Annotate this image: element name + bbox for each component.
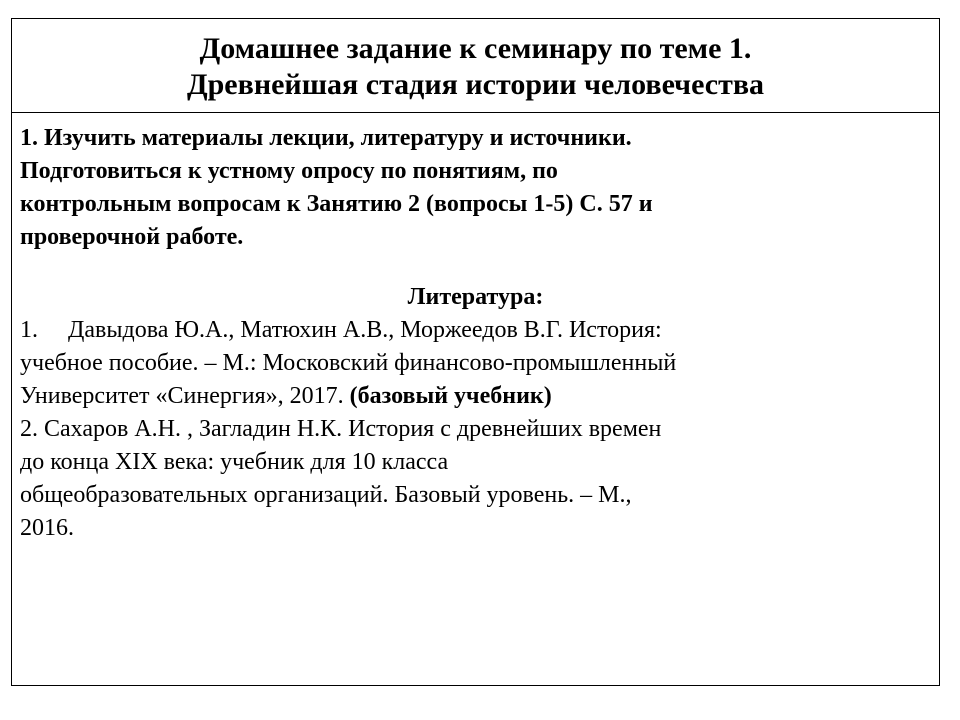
- literature-item-1-line-2: учебное пособие. – М.: Московский финансово-промышленный: [20, 350, 677, 376]
- literature-item-2-line-1: 2. Сахаров А.Н. , Загладин Н.К. История с древнейших времен: [20, 416, 662, 442]
- title-line-1: Домашнее задание к семинару по теме 1.: [199, 32, 752, 65]
- literature-item-1-text-1: Давыдова Ю.А., Матюхин А.В., Моржеедов В.Г. История:: [68, 317, 662, 343]
- content-cell: [12, 113, 939, 685]
- literature-item-2-line-3: общеобразовательных организаций. Базовый уровень. – М.,: [20, 482, 632, 508]
- literature-heading: Литература:: [407, 284, 544, 310]
- literature-item-1-line-1: [20, 314, 931, 347]
- base-textbook-note: (базовый учебник): [349, 383, 552, 409]
- task-line-1: 1. Изучить материалы лекции, литературу и источники.: [20, 125, 632, 151]
- homework-table: [11, 18, 940, 686]
- literature-item-1: [20, 314, 931, 413]
- literature-item-2-line-2: до конца XIX века: учебник для 10 класса: [20, 449, 449, 475]
- task-line-2: Подготовиться к устному опросу по понятиям, по: [20, 158, 558, 184]
- task-description: [20, 122, 931, 254]
- literature-item-2: [20, 413, 931, 545]
- literature-item-1-number: 1.: [20, 317, 38, 343]
- title-line-2: Древнейшая стадия истории человечества: [186, 68, 765, 101]
- task-line-4: проверочной работе.: [20, 224, 244, 250]
- literature-item-1-text-3: Университет «Синергия», 2017.: [20, 383, 350, 409]
- literature-item-2-line-4: 2016.: [20, 515, 74, 541]
- literature-item-1-line-3: [20, 380, 931, 413]
- title-cell: [12, 19, 939, 113]
- task-line-3: контрольным вопросам к Занятию 2 (вопросы 1-5) С. 57 и: [20, 191, 653, 217]
